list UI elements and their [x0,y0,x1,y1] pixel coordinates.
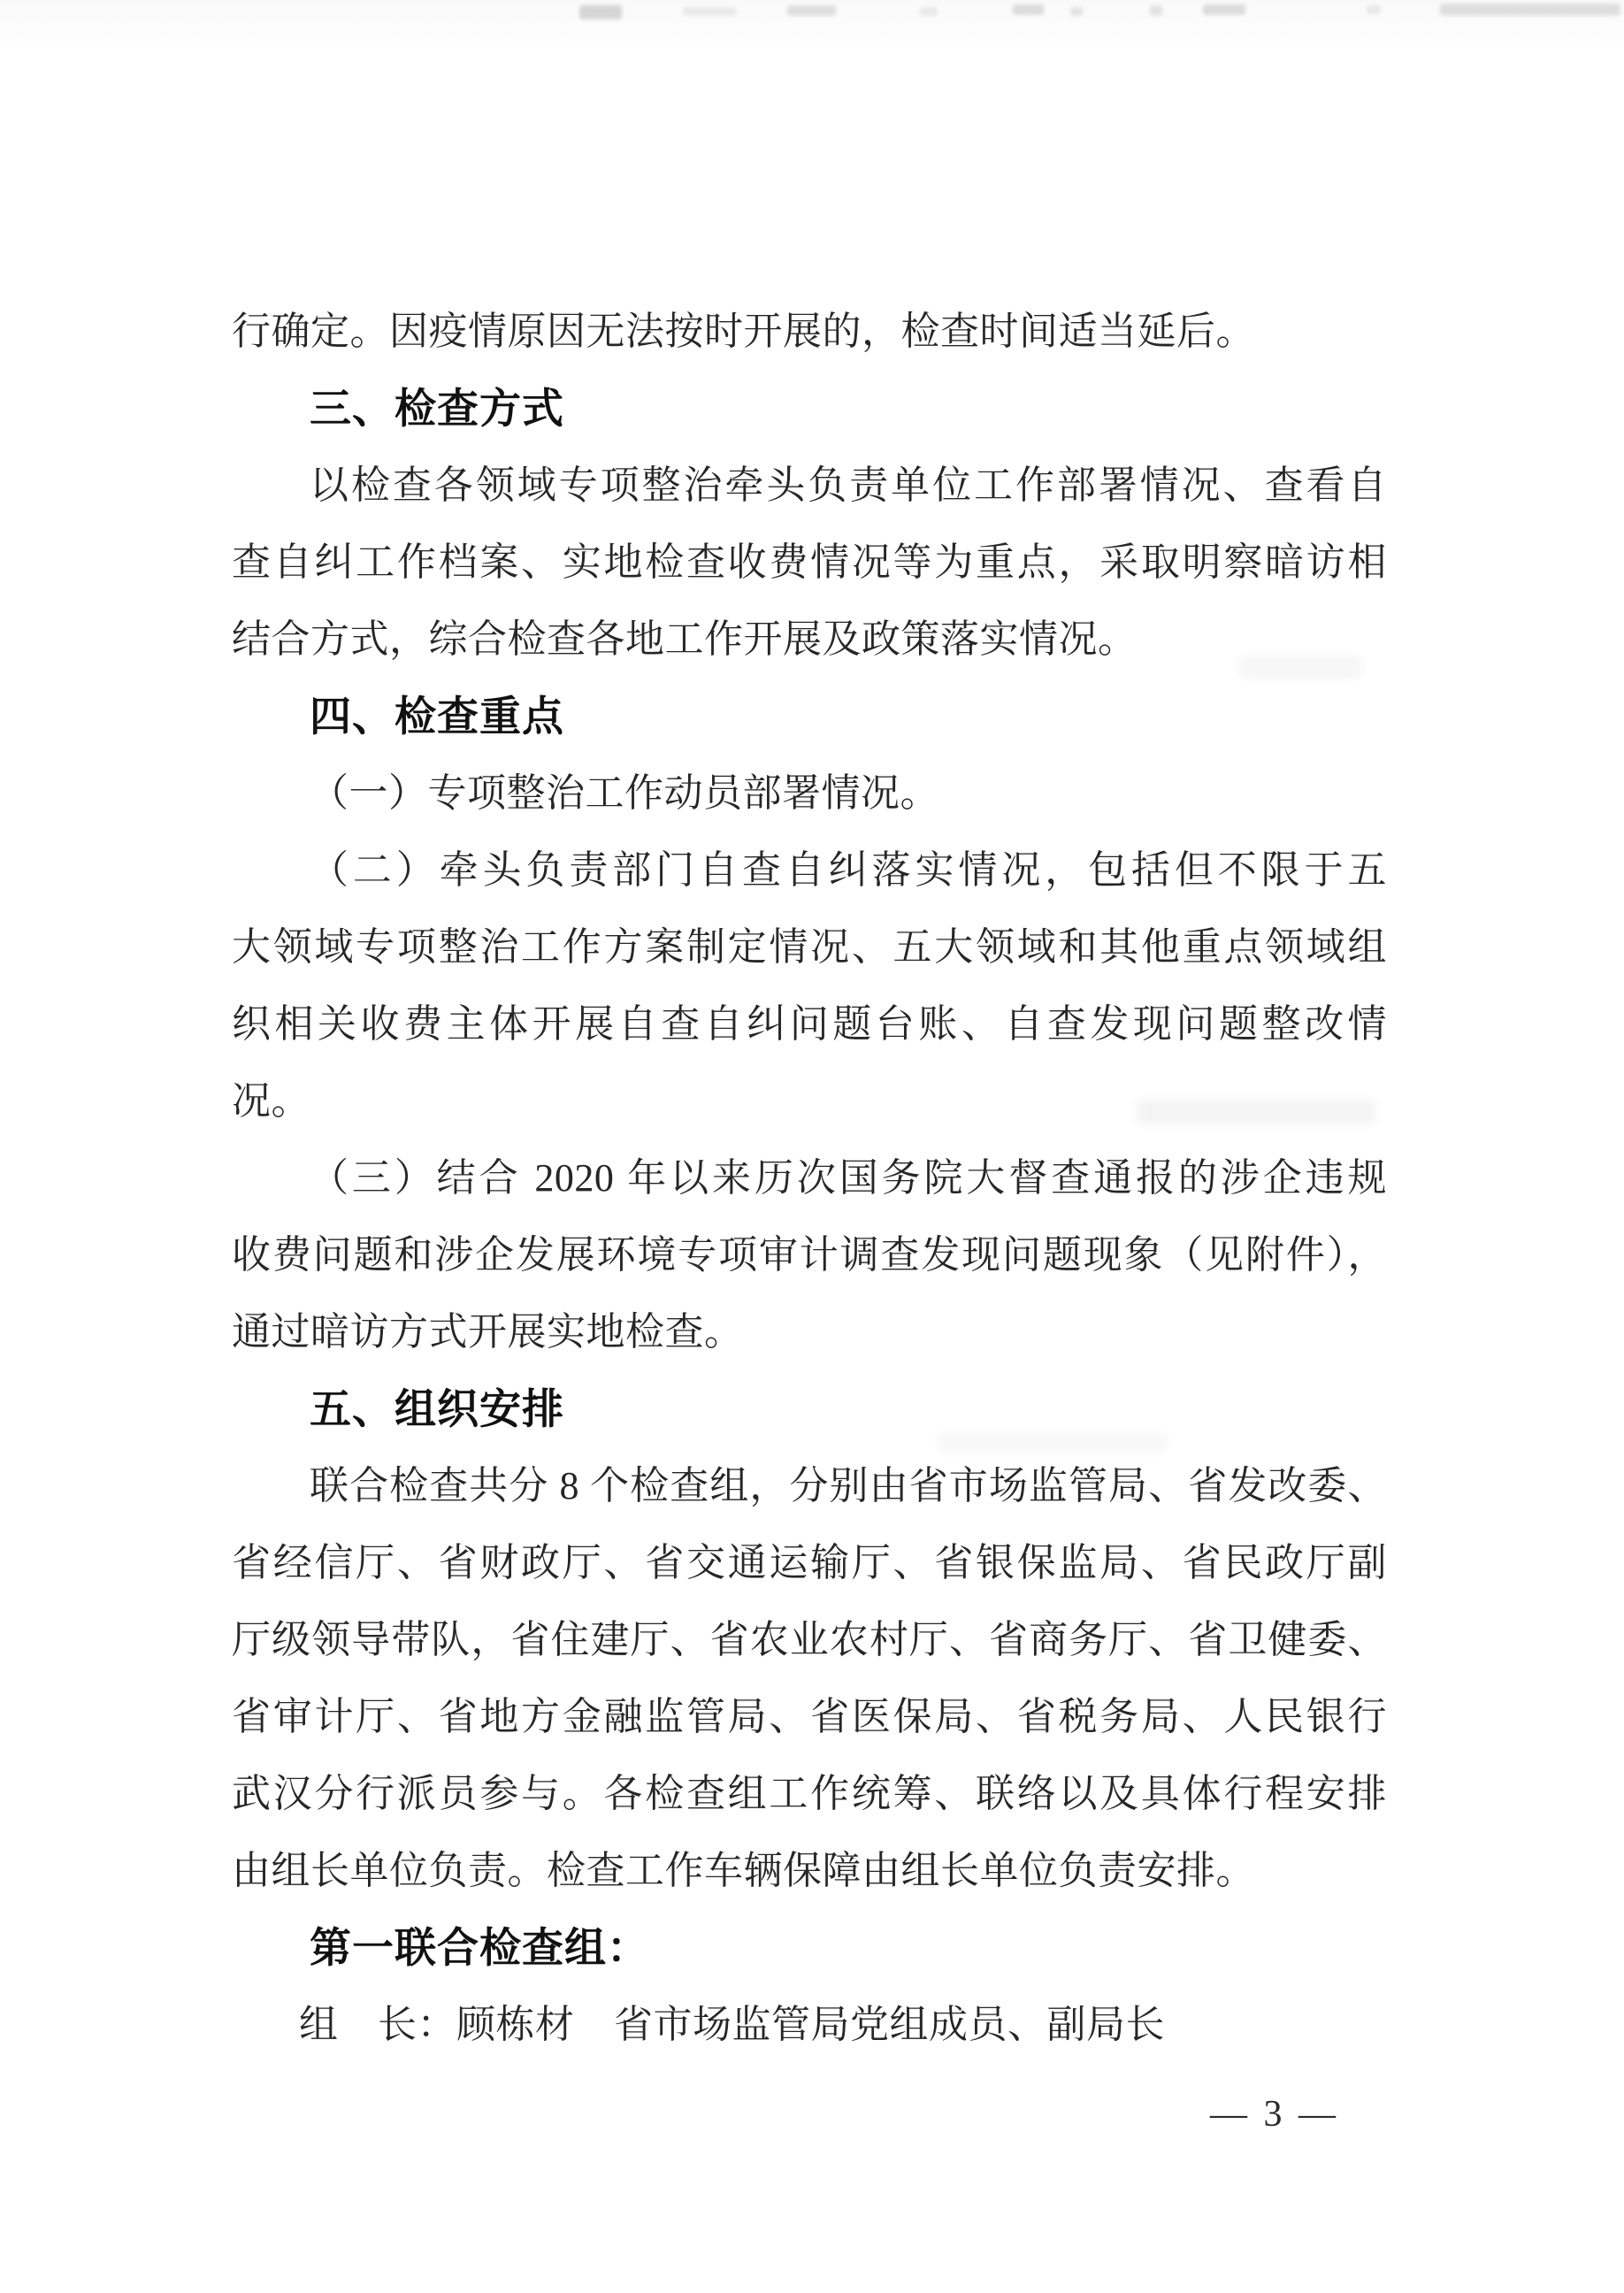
scan-artifact [683,7,736,16]
text-line: 武汉分行派员参与。各检查组工作统筹、联络以及具体行程安排 [232,1772,1387,1815]
page-number: — 3 — [1210,2094,1339,2135]
scan-artifact [1150,5,1162,16]
text-line: 大领域专项整治工作方案制定情况、五大领域和其他重点领域组 [232,925,1387,969]
scan-artifact [1367,5,1381,14]
scan-artifact [1203,4,1245,15]
scan-artifact [920,7,938,16]
text-line: 省审计厅、省地方金融监管局、省医保局、省税务局、人民银行 [232,1695,1387,1738]
text-line: （三）结合 2020 年以来历次国务院大督查通报的涉企违规 [310,1156,1387,1200]
text-line: 行确定。因疫情原因无法按时开展的，检查时间适当延后。 [232,310,1255,353]
scan-artifact [787,5,836,16]
text-line: 厅级领导带队，省住建厅、省农业农村厅、省商务厅、省卫健委、 [232,1618,1387,1661]
text-line: 以检查各领域专项整治牵头负责单位工作部署情况、查看自 [310,464,1387,507]
heading-line: 四、检查重点 [310,693,564,740]
text-line: 况。 [232,1079,310,1123]
text-line: （一）专项整治工作动员部署情况。 [310,771,939,815]
heading-line: 五、组织安排 [310,1385,564,1432]
text-line: （二）牵头负责部门自查自纠落实情况，包括但不限于五 [310,848,1387,892]
document-text [232,293,1387,2063]
text-line: 结合方式，综合检查各地工作开展及政策落实情况。 [232,617,1138,661]
text-line: 查自纠工作档案、实地检查收费情况等为重点，采取明察暗访相 [232,541,1387,584]
text-line: 省经信厅、省财政厅、省交通运输厅、省银保监局、省民政厅副 [232,1541,1387,1584]
scan-artifact [579,5,622,19]
scan-artifact [1440,4,1620,16]
scan-artifact [1013,4,1044,15]
text-line: 联合检查共分 8 个检查组，分别由省市场监管局、省发改委、 [310,1464,1387,1507]
heading-line: 第一联合检查组： [310,1924,649,1971]
scan-artifact [1070,7,1083,16]
text-line: 通过暗访方式开展实地检查。 [232,1310,744,1354]
text-line: 组 长：顾栋材 省市场监管局党组成员、副局长 [299,2003,1165,2046]
text-line: 收费问题和涉企发展环境专项审计调查发现问题现象（见附件）， [232,1233,1387,1277]
text-line: 织相关收费主体开展自查自纠问题台账、自查发现问题整改情 [232,1002,1387,1046]
text-line: 由组长单位负责。检查工作车辆保障由组长单位负责安排。 [232,1849,1255,1892]
heading-line: 三、检查方式 [310,385,564,432]
